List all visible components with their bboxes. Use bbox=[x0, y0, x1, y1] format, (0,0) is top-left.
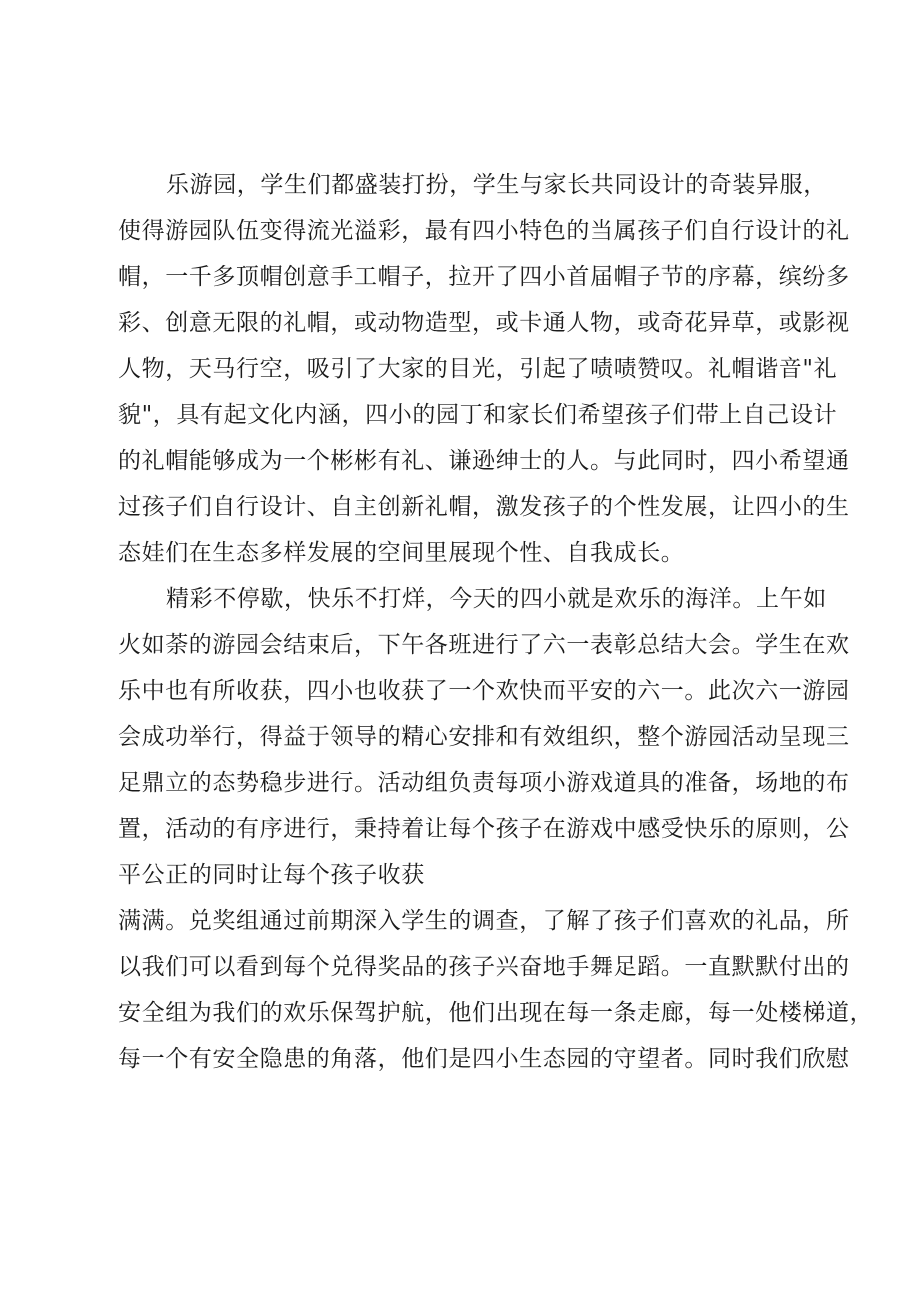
text-line: 置，活动的有序进行，秉持着让每个孩子在游戏中感受快乐的原则，公 bbox=[118, 816, 850, 842]
text-line: 满满。兑奖组通过前期深入学生的调查，了解了孩子们喜欢的礼品，所 bbox=[118, 908, 850, 934]
paragraph-1 bbox=[118, 162, 850, 576]
text-line: 足鼎立的态势稳步进行。活动组负责每项小游戏道具的准备，场地的布 bbox=[118, 770, 850, 796]
text-line: 貌"，具有起文化内涵，四小的园丁和家长们希望孩子们带上自己设计 bbox=[118, 402, 838, 428]
text-line: 乐中也有所收获，四小也收获了一个欢快而平安的六一。此次六一游园 bbox=[118, 678, 850, 704]
text-line: 过孩子们自行设计、自主创新礼帽，激发孩子的个性发展，让四小的生 bbox=[118, 494, 850, 520]
paragraph-3 bbox=[118, 898, 874, 1082]
text-line: 每一个有安全隐患的角落，他们是四小生态园的守望者。同时我们欣慰 bbox=[118, 1046, 850, 1072]
text-line: 会成功举行，得益于领导的精心安排和有效组织，整个游园活动呈现三 bbox=[118, 724, 850, 750]
text-line: 帽，一千多顶帽创意手工帽子，拉开了四小首届帽子节的序幕，缤纷多 bbox=[118, 264, 850, 290]
text-line: 彩、创意无限的礼帽，或动物造型，或卡通人物，或奇花异草，或影视 bbox=[118, 310, 850, 336]
paragraph-2 bbox=[118, 576, 850, 898]
text-line: 乐游园，学生们都盛装打扮，学生与家长共同设计的奇装异服， bbox=[166, 172, 827, 198]
text-line: 人物，天马行空，吸引了大家的目光，引起了啧啧赞叹。礼帽谐音"礼 bbox=[118, 356, 838, 382]
document-body bbox=[118, 162, 874, 1082]
text-line: 使得游园队伍变得流光溢彩，最有四小特色的当属孩子们自行设计的礼 bbox=[118, 218, 850, 244]
text-line: 安全组为我们的欢乐保驾护航，他们出现在每一条走廊，每一处楼梯道， bbox=[118, 1000, 874, 1026]
text-line: 的礼帽能够成为一个彬彬有礼、谦逊绅士的人。与此同时，四小希望通 bbox=[118, 448, 850, 474]
text-line: 态娃们在生态多样发展的空间里展现个性、自我成长。 bbox=[118, 540, 685, 566]
text-line: 平公正的同时让每个孩子收获 bbox=[118, 862, 425, 888]
text-line: 火如荼的游园会结束后，下午各班进行了六一表彰总结大会。学生在欢 bbox=[118, 632, 850, 658]
text-line: 精彩不停歇，快乐不打烊，今天的四小就是欢乐的海洋。上午如 bbox=[166, 586, 827, 612]
text-line: 以我们可以看到每个兑得奖品的孩子兴奋地手舞足蹈。一直默默付出的 bbox=[118, 954, 850, 980]
